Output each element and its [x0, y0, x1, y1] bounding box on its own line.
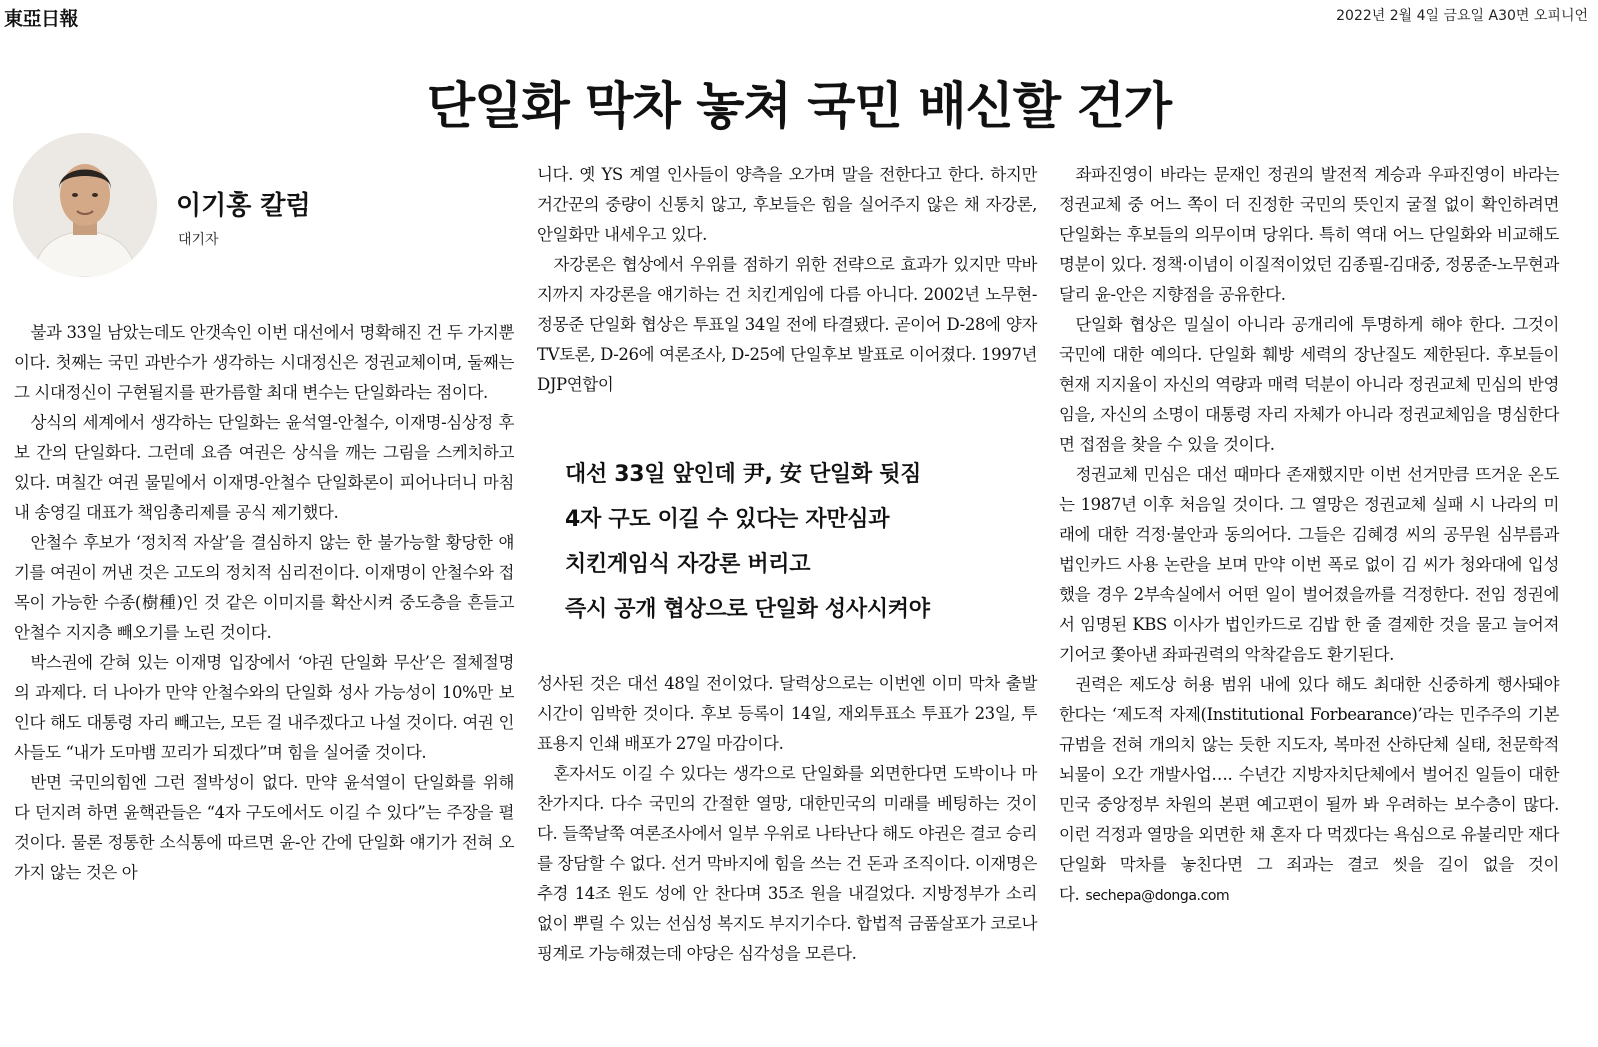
author-email[interactable]: sechepa@donga.com — [1085, 888, 1230, 904]
pull-quote-subheads — [565, 452, 1035, 632]
issue-dateline: 2022년 2월 4일 금요일 A30면 오피니언 — [1336, 8, 1588, 24]
subhead-line: 치킨게임식 자강론 버리고 — [565, 552, 811, 577]
paragraph: 단일화 협상은 밀실이 아니라 공개리에 투명하게 해야 한다. 그것이 국민에 대한 예의다. 단일화 훼방 세력의 장난질도 제한된다. 후보들이 현재 지지율이 자신의 역량과 매력 덕분이 아니라 정권교체 민심의 반영임을, 자신의 소명이 대통령 자리 자체가 아니라 정권교체임을 명심한다면 접점을 찾을 수 있을 것이다. — [1059, 315, 1559, 454]
paragraph: 정권교체 민심은 대선 때마다 존재했지만 이번 선거만큼 뜨거운 온도는 1987년 이후 처음일 것이다. 그 열망은 정권교체 실패 시 나라의 미래에 대한 걱정·불안과 동의어다. 그들은 김혜경 씨의 공무원 심부름과 법인카드 사용 논란을 보며 만약 이번 폭로 없이 김 씨가 청와대에 입성했을 경우 2부속실에서 어떤 일이 벌어졌을까를 걱정한다. 전임 정권에서 임명된 KBS 이사가 법인카드로 김밥 한 줄 결제한 것을 물고 늘어져 기어코 쫓아낸 좌파권력의 악착같음도 환기된다. — [1059, 465, 1559, 664]
paragraph: 불과 33일 남았는데도 안갯속인 이번 대선에서 명확해진 건 두 가지뿐이다. 첫째는 국민 과반수가 생각하는 시대정신은 정권교체이며, 둘째는 그 시대정신이 구현될지를 판가름할 최대 변수는 단일화라는 점이다. — [14, 323, 514, 402]
newspaper-masthead: 東亞日報 — [4, 8, 79, 30]
paragraph: 니다. 옛 YS 계열 인사들이 양측을 오가며 말을 전한다고 한다. 하지만 거간꾼의 중량이 신통치 않고, 후보들은 힘을 실어주지 않은 채 자강론, 안일화만 내세우고 있다. — [537, 165, 1037, 244]
article-headline: 단일화 막차 놓쳐 국민 배신할 건가 — [426, 76, 1172, 135]
paragraph: 안철수 후보가 ‘정치적 자살’을 결심하지 않는 한 불가능할 황당한 얘기를 여권이 꺼낸 것은 고도의 정치적 심리전이다. 이재명이 안철수와 접목이 가능한 수종(樹種)인 것 같은 이미지를 확산시켜 중도층을 흔들고 안철수 지지층 빼오기를 노린 것이다. — [14, 533, 514, 642]
paragraph: 반면 국민의힘엔 그런 절박성이 없다. 만약 윤석열이 단일화를 위해 다 던지려 하면 윤핵관들은 “4자 구도에서도 이길 수 있다”는 주장을 펼 것이다. 물론 정통한 소식통에 따르면 윤-안 간에 단일화 얘기가 전혀 오가지 않는 것은 아 — [14, 773, 514, 882]
article-column-3 — [1059, 160, 1559, 911]
paragraph: 자강론은 협상에서 우위를 점하기 위한 전략으로 효과가 있지만 막바지까지 자강론을 얘기하는 건 치킨게임에 다름 아니다. 2002년 노무현-정몽준 단일화 협상은 투표일 34일 전에 타결됐다. 곧이어 D-28에 양자 TV토론, D-26에 여론조사, D-25에 단일후보 발표로 이어졌다. 1997년 DJP연합이 — [537, 255, 1037, 394]
author-photo-icon — [13, 133, 157, 277]
paragraph-final — [1059, 670, 1559, 911]
paragraph: 상식의 세계에서 생각하는 단일화는 윤석열-안철수, 이재명-심상정 후보 간의 단일화다. 그런데 요즘 여권은 상식을 깨는 그림을 스케치하고 있다. 며칠간 여권 물밑에서 이재명-안철수 단일화론이 피어나더니 마침내 송영길 대표가 책임총리제를 공식 제기했다. — [14, 413, 514, 522]
subhead-line: 4자 구도 이길 수 있다는 자만심과 — [565, 507, 890, 532]
paragraph: 성사된 것은 대선 48일 전이었다. 달력상으로는 이번엔 이미 막차 출발 시간이 임박한 것이다. 후보 등록이 14일, 재외투표소 투표가 23일, 투표용지 인쇄 배포가 27일 마감이다. — [537, 674, 1037, 753]
paragraph: 좌파진영이 바라는 문재인 정권의 발전적 계승과 우파진영이 바라는 정권교체 중 어느 쪽이 더 진정한 국민의 뜻인지 굴절 없이 확인하려면 단일화는 후보들의 의무이며 당위다. 특히 역대 어느 단일화와 비교해도 명분이 있다. 정책·이념이 이질적이었던 김종필-김대중, 정몽준-노무현과 달리 윤-안은 지향점을 공유한다. — [1059, 165, 1559, 304]
column-title: 이기홍 칼럼 — [176, 191, 311, 221]
subhead-line: 즉시 공개 협상으로 단일화 성사시켜야 — [565, 597, 930, 622]
paragraph: 혼자서도 이길 수 있다는 생각으로 단일화를 외면한다면 도박이나 마찬가지다. 다수 국민의 간절한 열망, 대한민국의 미래를 베팅하는 것이다. 들쭉날쭉 여론조사에서 일부 우위로 나타난다 해도 야권은 결코 승리를 장담할 수 없다. 선거 막바지에 힘을 쓰는 건 돈과 조직이다. 이재명은 추경 14조 원도 성에 안 찬다며 35조 원을 내걸었다. 지방정부가 소리 없이 뿌릴 수 있는 선심성 복지도 부지기수다. 합법적 금품살포가 코로나 핑계로 가능해졌는데 야당은 심각성을 모른다. — [537, 764, 1037, 963]
article-column-1 — [14, 318, 514, 888]
paragraph-text: 권력은 제도상 허용 범위 내에 있다 해도 최대한 신중하게 행사돼야 한다는 ‘제도적 자제(Institutional Forbearance)’라는 민주주의 기본 규범을 전혀 개의치 않는 듯한 지도자, 복마전 산하단체 실태, 천문학적 뇌물이 오간 개발사업…. 수년간 지방자치단체에서 벌어진 일들이 대한민국 중앙정부 차원의 본편 예고편이 될까 봐 우려하는 보수층이 많다. 이런 걱정과 열망을 외면한 채 혼자 다 먹겠다는 욕심으로 유불리만 재다 단일화 막차를 놓친다면 그 죄과는 결코 씻을 길이 없을 것이다. — [1059, 675, 1559, 904]
subhead-line: 대선 33일 앞인데 尹, 安 단일화 뒷짐 — [565, 462, 922, 487]
author-portrait — [13, 133, 157, 277]
article-column-2-top — [537, 160, 1037, 400]
paragraph: 박스권에 갇혀 있는 이재명 입장에서 ‘야권 단일화 무산’은 절체절명의 과제다. 더 나아가 만약 안철수와의 단일화 성사 가능성이 10%만 보인다 해도 대통령 자리 빼고는, 모든 걸 내주겠다고 나설 것이다. 여권 인사들도 “내가 도마뱀 꼬리가 되겠다”며 힘을 실어줄 것이다. — [14, 653, 514, 762]
article-column-2-bottom — [537, 669, 1037, 969]
author-role: 대기자 — [178, 232, 219, 248]
